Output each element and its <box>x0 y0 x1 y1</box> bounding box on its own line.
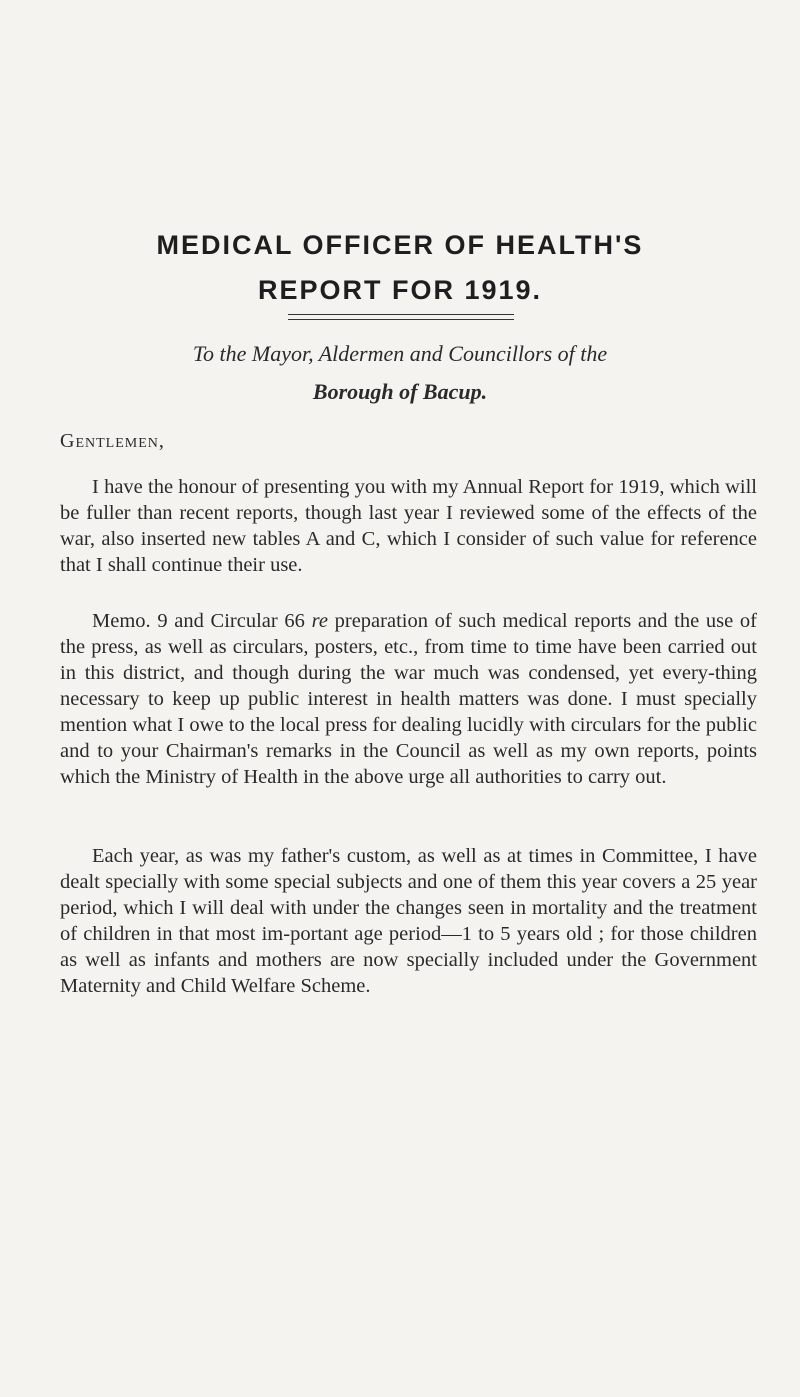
paragraph-3: Each year, as was my father's custom, as well as at times in Committee, I have dealt specially with some special subjects and one of them this year covers a 25 year period, which I will deal with under the changes seen in mortality and the treatment of children in that most im-portant age period—1 to 5 years old ; for those children as well as infants and mothers are now specially included under the Government Maternity and Child Welfare Scheme. <box>60 845 757 997</box>
paragraph-2 <box>60 608 757 790</box>
paragraph-2-re: re <box>311 610 328 632</box>
report-title-line-1: MEDICAL OFFICER OF HEALTH'S <box>156 230 644 260</box>
address-line-1: To the Mayor, Aldermen and Councillors of the <box>192 341 608 366</box>
address-line-2: Borough of Bacup. <box>312 379 488 404</box>
report-title-line-2: REPORT FOR 1919. <box>257 275 543 305</box>
paragraph-1: I have the honour of presenting you with my Annual Report for 1919, which will be fuller than recent reports, though last year I reviewed some of the effects of the war, also inserted new tables A and C, which I consider of such value for reference that I shall continue their use. <box>60 476 757 576</box>
double-rule-top <box>288 314 514 315</box>
double-rule-bottom <box>288 319 514 320</box>
paragraph-2-rest: preparation of such medical reports and the use of the press, as well as circulars, posters, etc., from time to time have been carried out in this district, and though during the war much was condensed, yet every-thing necessary to keep up public interest in health matters was done. I must specially mention what I owe to the local press for dealing lucidly with circulars for the public and to your Chairman's remarks in the Council as well as my own reports, points which the Ministry of Health in the above urge all authorities to carry out. <box>60 610 757 788</box>
greeting: Gentlemen, <box>60 430 165 452</box>
paragraph-2-start: Memo. 9 and Circular 66 <box>92 610 312 632</box>
